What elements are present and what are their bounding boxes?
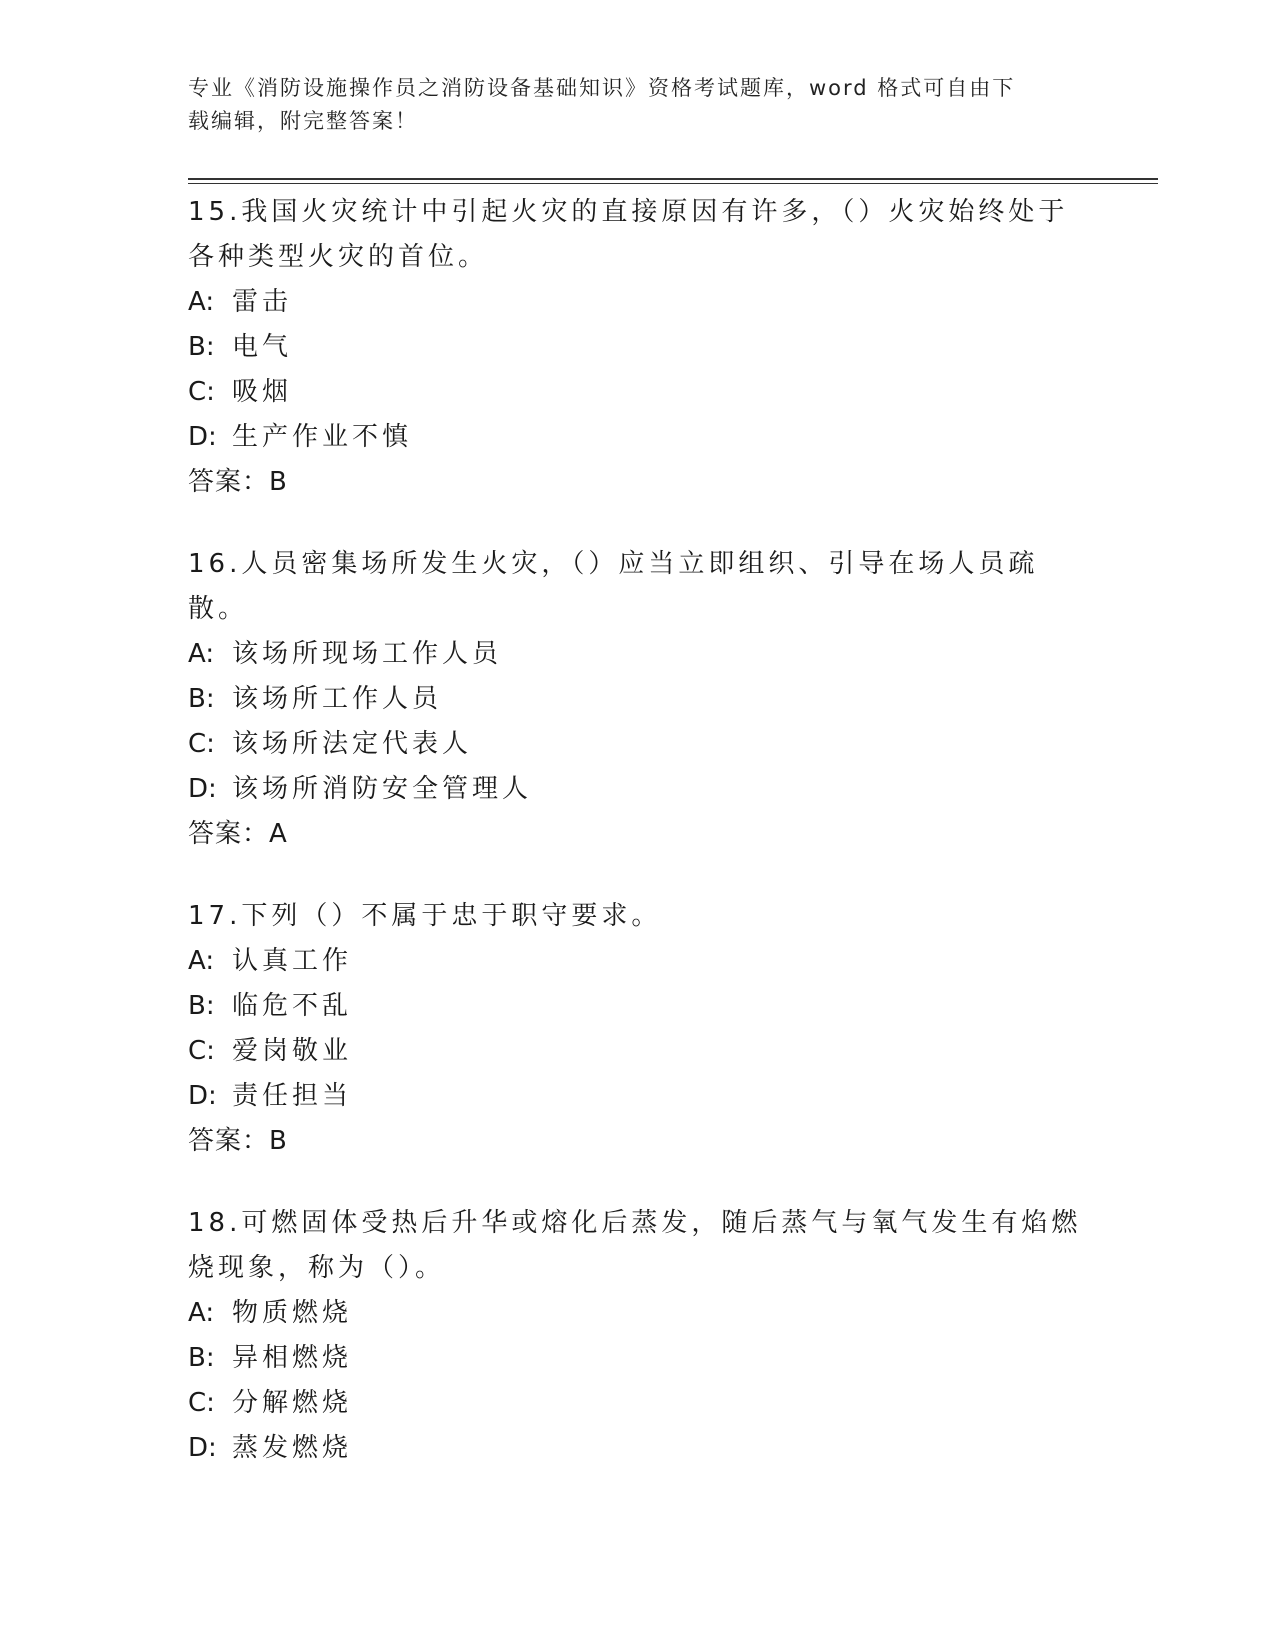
option-c — [188, 1381, 1088, 1426]
option-text: 异相燃烧 — [232, 1343, 353, 1373]
option-text: 分解燃烧 — [232, 1388, 353, 1418]
option-key: D: — [188, 1081, 217, 1111]
header-line-2: 载编辑，附完整答案！ — [188, 109, 418, 133]
option-text: 该场所消防安全管理人 — [232, 774, 533, 804]
option-d — [188, 767, 1088, 812]
option-a — [188, 280, 1088, 325]
option-key: A: — [188, 1298, 215, 1328]
question-list — [188, 190, 1088, 1508]
option-a — [188, 1291, 1088, 1336]
option-c — [188, 1029, 1088, 1074]
option-b — [188, 677, 1088, 722]
option-text: 该场所现场工作人员 — [232, 639, 503, 669]
option-text: 物质燃烧 — [232, 1298, 353, 1328]
option-text: 电气 — [232, 332, 293, 362]
option-key: B: — [188, 1343, 215, 1373]
option-text: 该场所法定代表人 — [232, 729, 473, 759]
option-text: 认真工作 — [232, 946, 353, 976]
header-divider-thick — [188, 178, 1158, 180]
option-key: B: — [188, 991, 215, 1021]
option-b — [188, 325, 1088, 370]
option-d — [188, 1074, 1088, 1119]
option-key: B: — [188, 332, 215, 362]
option-key: B: — [188, 684, 215, 714]
question-stem: 17.下列（）不属于忠于职守要求。 — [188, 901, 662, 931]
option-key: C: — [188, 729, 215, 759]
answer-text: 答案：A — [188, 819, 288, 849]
option-text: 吸烟 — [232, 377, 293, 407]
option-key: D: — [188, 422, 217, 452]
option-b — [188, 1336, 1088, 1381]
option-text: 生产作业不慎 — [232, 422, 413, 452]
question-stem: 15.我国火灾统计中引起火灾的直接原因有许多，（）火灾始终处于各种类型火灾的首位。 — [188, 197, 1069, 272]
option-key: D: — [188, 1433, 217, 1463]
option-c — [188, 370, 1088, 415]
option-key: C: — [188, 1036, 215, 1066]
option-key: A: — [188, 287, 215, 317]
option-a — [188, 939, 1088, 984]
answer-text: 答案：B — [188, 1126, 288, 1156]
option-key: C: — [188, 1388, 215, 1418]
option-key: A: — [188, 946, 215, 976]
document-header — [188, 72, 1068, 138]
question-15 — [188, 190, 1088, 505]
option-d — [188, 415, 1088, 460]
option-b — [188, 984, 1088, 1029]
option-text: 责任担当 — [232, 1081, 353, 1111]
option-text: 临危不乱 — [232, 991, 353, 1021]
option-a — [188, 632, 1088, 677]
option-text: 爱岗敬业 — [232, 1036, 353, 1066]
option-key: A: — [188, 639, 215, 669]
option-text: 蒸发燃烧 — [232, 1433, 353, 1463]
option-d — [188, 1426, 1088, 1471]
question-16 — [188, 542, 1088, 857]
question-17 — [188, 894, 1088, 1164]
question-18 — [188, 1201, 1088, 1471]
option-text: 该场所工作人员 — [232, 684, 443, 714]
option-key: C: — [188, 377, 215, 407]
header-line-1: 专业《消防设施操作员之消防设备基础知识》资格考试题库，word 格式可自由下 — [188, 76, 1016, 100]
question-stem: 18.可燃固体受热后升华或熔化后蒸发，随后蒸气与氧气发生有焰燃烧现象，称为（）。 — [188, 1208, 1082, 1283]
option-text: 雷击 — [232, 287, 293, 317]
option-c — [188, 722, 1088, 767]
answer-text: 答案：B — [188, 467, 288, 497]
question-stem: 16.人员密集场所发生火灾，（）应当立即组织、引导在场人员疏散。 — [188, 549, 1039, 624]
header-divider-thin — [188, 183, 1158, 184]
option-key: D: — [188, 774, 217, 804]
